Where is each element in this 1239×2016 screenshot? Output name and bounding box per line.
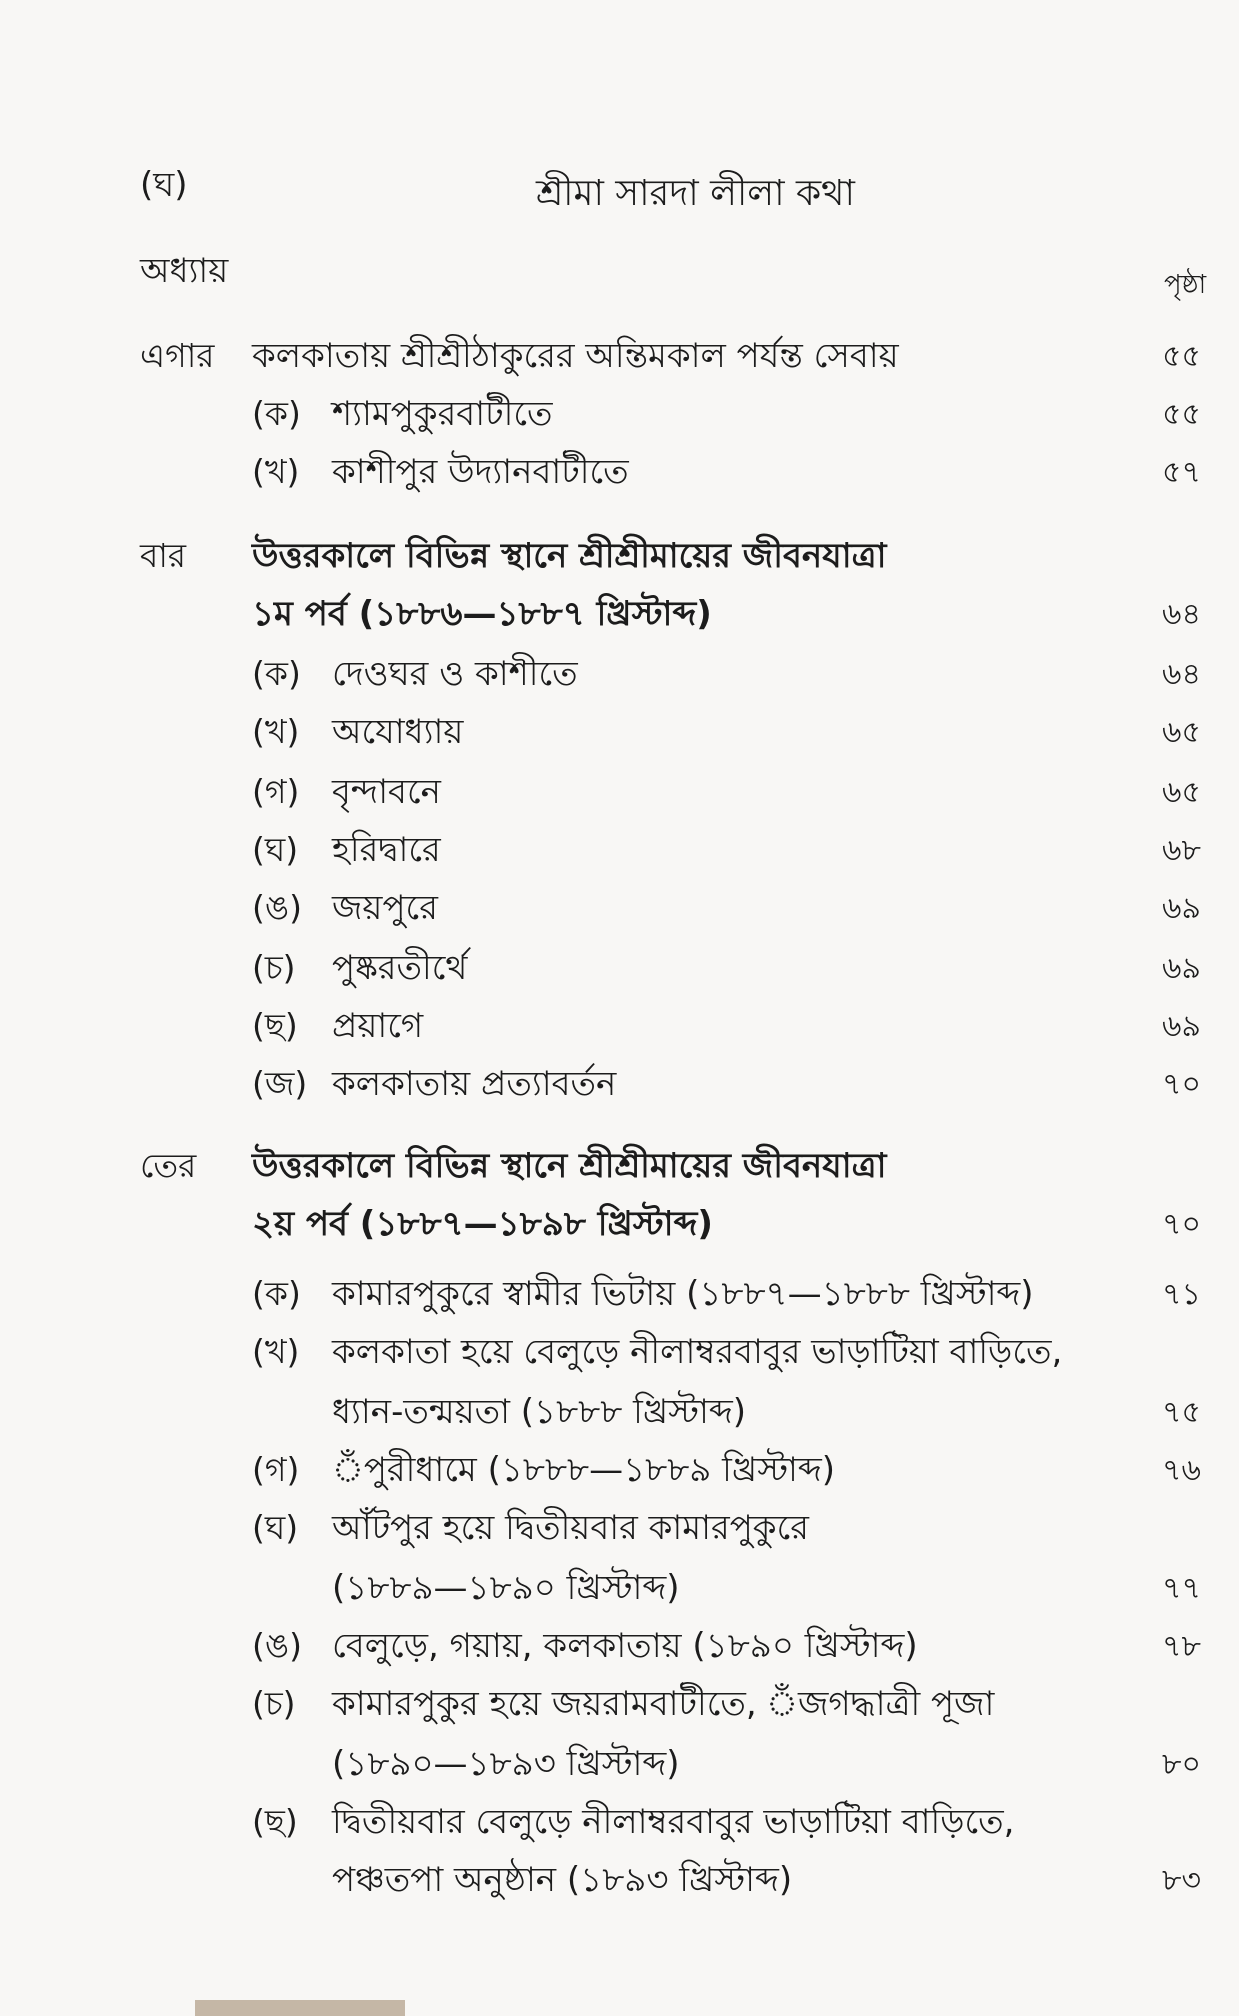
toc-row: [0, 1854, 1239, 1904]
section-marker: (ক): [252, 654, 301, 693]
entry-title: হরিদ্বারে: [332, 830, 441, 870]
section-marker: (ঘ): [252, 1508, 299, 1547]
page-number: ৫৫: [1162, 339, 1201, 374]
page-edge-strip: [195, 2000, 405, 2016]
entry-title: কাশীপুর উদ্যানবাটীতে: [332, 452, 629, 492]
toc-row: [0, 588, 1239, 638]
section-marker: (গ): [252, 1450, 300, 1489]
page-number: ৮০: [1162, 1747, 1201, 1782]
section-marker: (গ): [252, 772, 300, 811]
page-number: ৭৬: [1161, 1453, 1201, 1488]
toc-row: [0, 1386, 1239, 1436]
entry-title: প্রয়াগে: [332, 1006, 424, 1046]
page-number: ৭৫: [1162, 1395, 1201, 1430]
entry-title: কামারপুকুর হয়ে জয়রামবাটীতে, ঁজগদ্ধাত্রী পূজা: [332, 1684, 995, 1724]
toc-row: [0, 1678, 1239, 1728]
chapter-number: এগার: [140, 336, 215, 375]
page-number: ৭৮: [1162, 1629, 1201, 1664]
entry-title: অযোধ্যায়: [332, 712, 464, 752]
section-marker: (ছ): [252, 1006, 298, 1045]
toc-row: [0, 1444, 1239, 1494]
page-number: ৬৯: [1162, 951, 1201, 986]
entry-title: (১৮৮৯—১৮৯০ খ্রিস্টাব্দ): [332, 1568, 680, 1608]
toc-row: [0, 824, 1239, 874]
toc-row: [0, 1620, 1239, 1670]
page-number: ৬৪: [1162, 657, 1201, 692]
entry-title: (১৮৯০—১৮৯৩ খ্রিস্টাব্দ): [332, 1744, 680, 1784]
entry-title: ১ম পর্ব (১৮৮৬—১৮৮৭ খ্রিস্টাব্দ): [252, 594, 712, 634]
toc-row: [0, 330, 1239, 380]
entry-title: দ্বিতীয়বার বেলুড়ে নীলাম্বরবাবুর ভাড়াটিয়া বাড়িতে,: [332, 1802, 1015, 1842]
toc-row: [0, 648, 1239, 698]
entry-title: পুষ্করতীর্থে: [332, 948, 468, 988]
entry-title: জয়পুরে: [332, 888, 438, 928]
section-marker: (ক): [252, 394, 301, 433]
chapter-number: তের: [140, 1146, 197, 1185]
entry-title: কামারপুকুরে স্বামীর ভিটায় (১৮৮৭—১৮৮৮ খ্রিস্টাব্দ): [332, 1274, 1034, 1314]
page-number: ৬৫: [1162, 715, 1201, 750]
toc-row: [0, 1738, 1239, 1788]
page-title: শ্রীমা সারদা লীলা কথা: [536, 173, 855, 214]
section-marker: (চ): [252, 948, 296, 987]
page-number: ৫৭: [1162, 455, 1201, 490]
toc-row: [0, 1058, 1239, 1108]
page-number: ৭০: [1161, 1207, 1201, 1242]
toc-row: [0, 446, 1239, 496]
toc-row: [0, 1140, 1239, 1190]
entry-title: ধ্যান-তন্ময়তা (১৮৮৮ খ্রিস্টাব্দ): [332, 1392, 746, 1432]
toc-row: [0, 1268, 1239, 1318]
section-marker: (ছ): [252, 1802, 298, 1841]
entry-title: ঁপুরীধামে (১৮৮৮—১৮৮৯ খ্রিস্টাব্দ): [332, 1450, 836, 1490]
page-number: ৭০: [1161, 1067, 1201, 1102]
section-marker: (খ): [252, 1332, 300, 1371]
entry-title: বৃন্দাবনে: [332, 772, 441, 812]
toc-row: [0, 942, 1239, 992]
toc-row: [0, 1326, 1239, 1376]
toc-row: [0, 706, 1239, 756]
toc-row: [0, 882, 1239, 932]
page-number: ৬৯: [1162, 1009, 1201, 1044]
section-marker: (জ): [252, 1064, 308, 1103]
entry-title: উত্তরকালে বিভিন্ন স্থানে শ্রীশ্রীমায়ের জীবনযাত্রা: [252, 1146, 887, 1186]
entry-title: কলকাতায় শ্রীশ্রীঠাকুরের অন্তিমকাল পর্যন্ত সেবায়: [252, 336, 899, 376]
toc-row: [0, 1796, 1239, 1846]
entry-title: উত্তরকালে বিভিন্ন স্থানে শ্রীশ্রীমায়ের জীবনযাত্রা: [252, 536, 887, 576]
entry-title: কলকাতা হয়ে বেলুড়ে নীলাম্বরবাবুর ভাড়াটিয়া বাড়িতে,: [332, 1332, 1063, 1372]
page-column-heading: পৃষ্ঠা: [1164, 270, 1207, 300]
entry-title: শ্যামপুকুরবাটীতে: [332, 394, 553, 434]
chapter-column-heading: অধ্যায়: [140, 251, 229, 291]
entry-title: পঞ্চতপা অনুষ্ঠান (১৮৯৩ খ্রিস্টাব্দ): [332, 1860, 793, 1900]
toc-row: [0, 766, 1239, 816]
toc-row: [0, 1198, 1239, 1248]
section-marker: (ঙ): [252, 1626, 302, 1665]
page-number: ৮৩: [1162, 1863, 1201, 1898]
toc-row: [0, 1562, 1239, 1612]
toc-row: [0, 388, 1239, 438]
section-marker: (খ): [252, 452, 300, 491]
page-number: ৬৫: [1162, 775, 1201, 810]
section-marker: (চ): [252, 1684, 296, 1723]
page-number: ৭১: [1162, 1277, 1201, 1312]
page-number: ৫৫: [1162, 397, 1201, 432]
section-marker: (ক): [252, 1274, 301, 1313]
chapter-number: বার: [140, 536, 187, 575]
page-number: ৬৯: [1162, 891, 1201, 926]
section-marker: (খ): [252, 712, 300, 751]
section-marker: (ঘ): [252, 830, 299, 869]
page-number: ৭৭: [1161, 1571, 1201, 1606]
section-marker: (ঙ): [252, 888, 302, 927]
entry-title: বেলুড়ে, গয়ায়, কলকাতায় (১৮৯০ খ্রিস্টাব্দ): [332, 1626, 918, 1666]
entry-title: ২য় পর্ব (১৮৮৭—১৮৯৮ খ্রিস্টাব্দ): [252, 1204, 713, 1244]
page-number: ৬৮: [1162, 833, 1201, 868]
entry-title: কলকাতায় প্রত্যাবর্তন: [332, 1064, 617, 1104]
page-number: ৬৪: [1162, 597, 1201, 632]
toc-row: [0, 1000, 1239, 1050]
toc-row: [0, 1502, 1239, 1552]
toc-row: [0, 530, 1239, 580]
entry-title: দেওঘর ও কাশীতে: [332, 654, 578, 694]
entry-title: আঁটপুর হয়ে দ্বিতীয়বার কামারপুকুরে: [332, 1508, 809, 1548]
page-mark: (ঘ): [140, 165, 188, 205]
